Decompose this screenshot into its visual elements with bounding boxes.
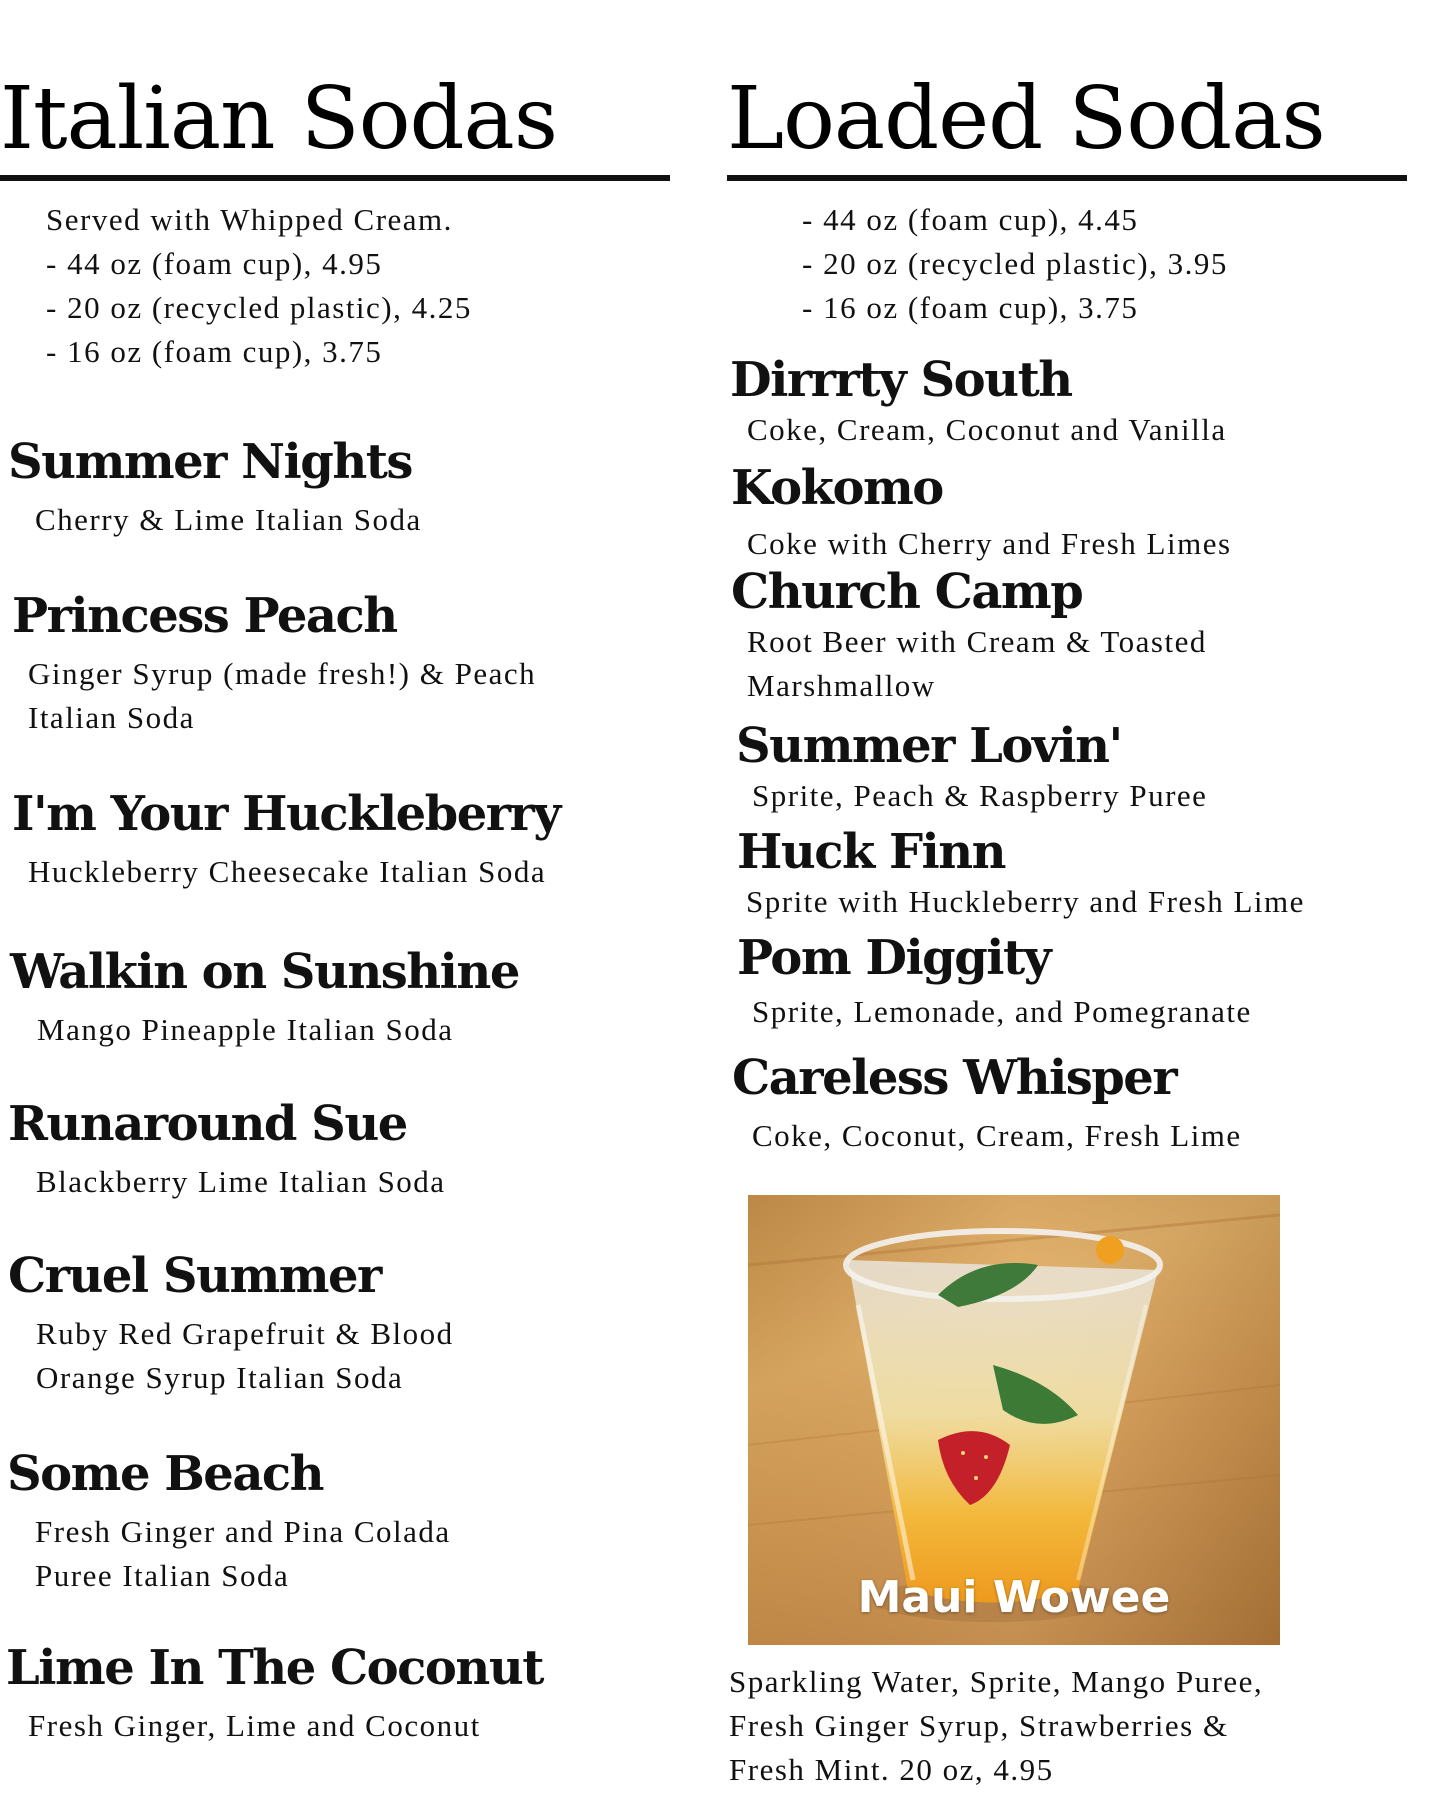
menu-item-lime-in-the-coconut <box>6 1640 543 1748</box>
item-desc: Root Beer with Cream & Toasted <box>747 624 1207 659</box>
menu-item-cruel-summer <box>8 1248 454 1400</box>
maui-wowee-description <box>729 1660 1429 1792</box>
item-desc: Sprite, Peach & Raspberry Puree <box>752 778 1208 813</box>
item-desc: Coke with Cherry and Fresh Limes <box>747 526 1232 561</box>
italian-sodas-heading: Italian Sodas <box>0 69 557 169</box>
menu-item-careless-whisper <box>732 1050 1242 1158</box>
menu-item-summer-nights <box>8 434 422 542</box>
item-name: Huck Finn <box>737 824 1006 880</box>
loaded-size-list <box>802 198 1228 330</box>
item-name: Careless Whisper <box>732 1050 1177 1106</box>
item-name: Church Camp <box>731 564 1083 620</box>
item-desc: Huckleberry Cheesecake Italian Soda <box>28 854 547 889</box>
menu-item-princess-peach <box>12 588 536 740</box>
loaded-heading-rule <box>727 175 1407 181</box>
italian-size-20oz: - 20 oz (recycled plastic), 4.25 <box>46 290 472 325</box>
item-name: Walkin on Sunshine <box>10 944 519 1000</box>
italian-size-16oz: - 16 oz (foam cup), 3.75 <box>46 334 383 369</box>
item-desc: Coke, Coconut, Cream, Fresh Lime <box>752 1118 1242 1153</box>
menu-item-kokomo <box>731 460 1232 566</box>
item-desc: Fresh Ginger and Pina Colada <box>35 1514 451 1549</box>
loaded-size-20oz: - 20 oz (recycled plastic), 3.95 <box>802 246 1228 281</box>
italian-size-44oz: - 44 oz (foam cup), 4.95 <box>46 246 383 281</box>
item-desc: Blackberry Lime Italian Soda <box>36 1164 446 1199</box>
item-name: I'm Your Huckleberry <box>12 786 560 842</box>
menu-item-im-your-huckleberry <box>12 786 560 894</box>
item-desc: Mango Pineapple Italian Soda <box>37 1012 454 1047</box>
item-desc: Cherry & Lime Italian Soda <box>35 502 422 537</box>
item-name: Lime In The Coconut <box>6 1640 543 1696</box>
item-name: Summer Lovin' <box>736 718 1122 774</box>
menu-item-pom-diggity <box>737 930 1252 1034</box>
item-name: Some Beach <box>7 1446 324 1502</box>
item-desc: Italian Soda <box>28 700 195 735</box>
item-name: Cruel Summer <box>8 1248 381 1304</box>
loaded-sodas-heading: Loaded Sodas <box>727 69 1325 169</box>
feature-desc-line: Sparkling Water, Sprite, Mango Puree, <box>729 1664 1264 1699</box>
menu-item-huck-finn <box>737 824 1305 924</box>
item-name: Dirrrty South <box>730 352 1072 408</box>
item-desc: Puree Italian Soda <box>35 1558 290 1593</box>
menu-item-dirrrty-south <box>730 352 1227 452</box>
italian-size-list <box>46 198 472 374</box>
item-desc: Coke, Cream, Coconut and Vanilla <box>747 412 1227 447</box>
menu-item-church-camp <box>731 564 1207 708</box>
italian-note: Served with Whipped Cream. <box>46 202 453 237</box>
maui-wowee-photo <box>748 1195 1280 1645</box>
feature-desc-line: Fresh Ginger Syrup, Strawberries & <box>729 1708 1229 1743</box>
menu-item-walkin-on-sunshine <box>10 944 519 1052</box>
item-name: Kokomo <box>731 460 943 516</box>
item-desc: Ruby Red Grapefruit & Blood <box>36 1316 454 1351</box>
photo-caption: Maui Wowee <box>857 1572 1171 1623</box>
italian-heading-rule <box>0 175 670 181</box>
item-desc: Orange Syrup Italian Soda <box>36 1360 404 1395</box>
menu-item-summer-lovin <box>736 718 1207 818</box>
loaded-size-44oz: - 44 oz (foam cup), 4.45 <box>802 202 1139 237</box>
item-name: Summer Nights <box>8 434 412 490</box>
item-name: Pom Diggity <box>737 930 1051 986</box>
item-desc: Ginger Syrup (made fresh!) & Peach <box>28 656 537 691</box>
menu-item-runaround-sue <box>8 1096 446 1204</box>
item-desc: Sprite, Lemonade, and Pomegranate <box>752 994 1252 1029</box>
loaded-size-16oz: - 16 oz (foam cup), 3.75 <box>802 290 1139 325</box>
item-desc: Marshmallow <box>747 668 936 703</box>
menu-item-some-beach <box>7 1446 451 1598</box>
item-name: Runaround Sue <box>8 1096 407 1152</box>
item-desc: Sprite with Huckleberry and Fresh Lime <box>746 884 1305 919</box>
item-desc: Fresh Ginger, Lime and Coconut <box>28 1708 481 1743</box>
feature-desc-line: Fresh Mint. 20 oz, 4.95 <box>729 1752 1054 1787</box>
item-name: Princess Peach <box>12 588 397 644</box>
